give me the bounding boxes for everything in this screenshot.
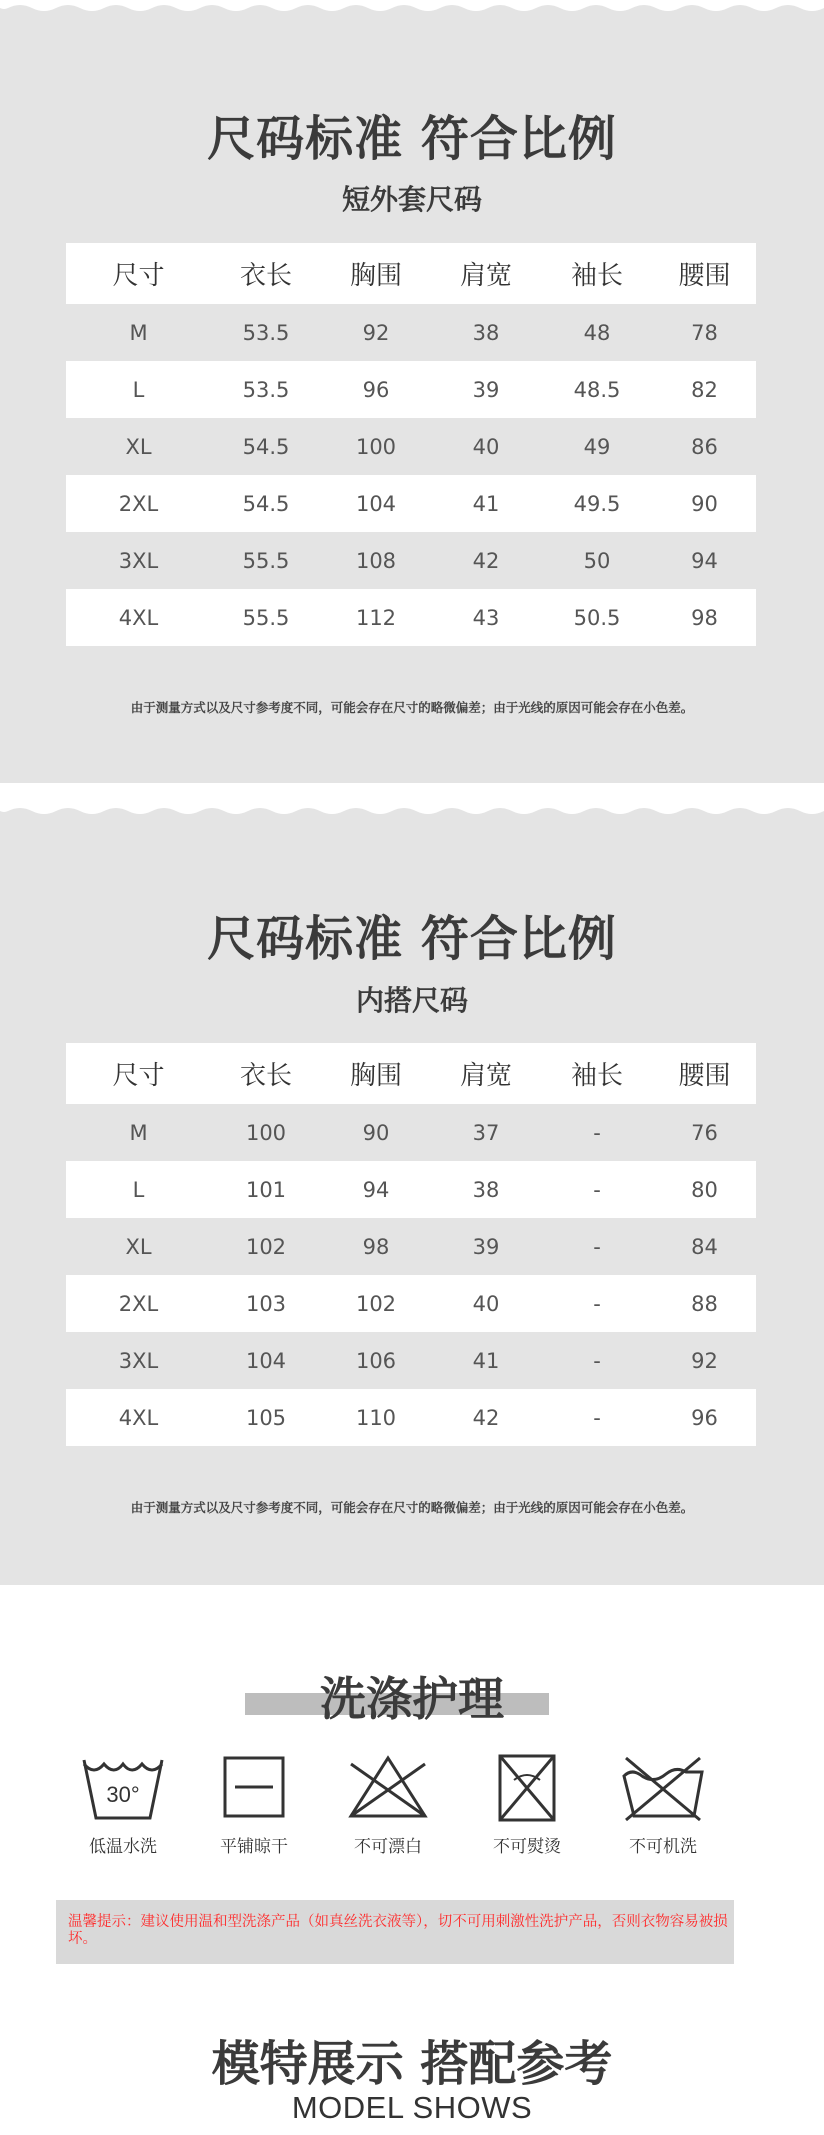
care-label: 不可熨烫 [493,1837,561,1857]
table-row [66,1218,756,1275]
table-cell: M [129,320,148,345]
header-cell: 肩宽 [459,261,512,291]
table-cell: 104 [355,491,397,516]
table-cell: 78 [691,320,718,345]
table-cell: 82 [691,377,718,402]
table-cell: 49.5 [573,491,621,516]
table-cell: 112 [355,605,397,630]
table-cell: 55.5 [242,605,290,630]
section-subtitle: 短外套尺码 [341,183,482,216]
table-cell: 92 [691,1348,718,1373]
table-cell: 3XL [118,1348,159,1373]
table-cell: 106 [355,1348,397,1373]
header-cell: 尺寸 [112,261,165,291]
table-row [66,1275,756,1332]
table-cell: 108 [355,548,397,573]
table-cell: 2XL [118,1291,159,1316]
table-cell: 53.5 [242,320,290,345]
table-cell: L [132,1177,145,1202]
no-bleach-icon [341,1750,435,1828]
care-item-no-machine-wash [598,1750,728,1857]
table-cell: 41 [472,1348,500,1373]
care-label: 低温水洗 [89,1837,157,1857]
table-cell: 4XL [118,1405,159,1430]
table-cell: 102 [245,1234,287,1259]
table-cell: L [132,377,145,402]
table-cell: 94 [362,1177,390,1202]
table-cell: - [593,1177,601,1202]
table-cell: 3XL [118,548,159,573]
header-cell: 胸围 [349,1061,402,1091]
table-row [66,589,756,646]
table-row [66,418,756,475]
wash-30-icon [76,1750,170,1828]
care-item-wash-30 [58,1750,188,1857]
table-cell: 38 [472,1177,500,1202]
table-cell: 38 [472,320,500,345]
header-cell: 袖长 [570,261,623,291]
wash-temperature: 30° [106,1782,140,1807]
table-cell: 103 [245,1291,287,1316]
care-title: 洗涤护理 [320,1672,504,1726]
care-item-no-iron [462,1750,592,1857]
table-cell: 100 [355,434,397,459]
section-title: 尺码标准 符合比例 [207,911,617,967]
no-machine-wash-icon [616,1750,710,1828]
table-cell: 96 [691,1405,718,1430]
dry-flat-icon [207,1750,301,1828]
table-row [66,475,756,532]
size-table [66,243,756,646]
header-cell: 腰围 [678,1061,731,1091]
section-subtitle: 内搭尺码 [355,984,468,1017]
table-cell: 86 [691,434,718,459]
table-row [66,1389,756,1446]
table-cell: 92 [362,320,390,345]
header-cell: 衣长 [239,261,292,291]
table-cell: 90 [691,491,718,516]
table-cell: 90 [362,1120,390,1145]
table-cell: M [129,1120,148,1145]
header-cell: 肩宽 [459,1061,512,1091]
table-cell: - [593,1291,601,1316]
size-table [66,1043,756,1446]
table-cell: 100 [245,1120,287,1145]
table-cell: 110 [355,1405,397,1430]
table-cell: 105 [245,1405,287,1430]
table-cell: 54.5 [242,434,290,459]
measurement-note: 由于测量方式以及尺寸参考度不同，可能会存在尺寸的略微偏差；由于光线的原因可能会存在小色差。 [130,1500,694,1515]
table-cell: 76 [691,1120,718,1145]
table-row [66,1332,756,1389]
table-cell: 41 [472,491,500,516]
table-cell: 40 [472,434,500,459]
table-cell: 55.5 [242,548,290,573]
care-label: 平铺晾干 [220,1837,288,1857]
table-cell: 2XL [118,491,159,516]
wave-divider [0,803,824,825]
table-row [66,304,756,361]
header-cell: 腰围 [678,261,731,291]
table-cell: 88 [691,1291,718,1316]
table-cell: 102 [355,1291,397,1316]
measurement-note: 由于测量方式以及尺寸参考度不同，可能会存在尺寸的略微偏差；由于光线的原因可能会存在小色差。 [130,700,694,715]
model-title: 模特展示 搭配参考 [211,2036,613,2092]
table-cell: 39 [472,1234,500,1259]
table-cell: 48.5 [573,377,621,402]
table-cell: 53.5 [242,377,290,402]
table-cell: 101 [245,1177,287,1202]
table-row [66,1104,756,1161]
header-cell: 衣长 [239,1061,292,1091]
table-row [66,361,756,418]
table-cell: - [593,1348,601,1373]
section-title: 尺码标准 符合比例 [207,111,617,167]
care-item-dry-flat [189,1750,319,1857]
table-cell: 50.5 [573,605,621,630]
table-cell: 37 [472,1120,500,1145]
care-tip-box [56,1900,734,1964]
header-cell: 袖长 [570,1061,623,1091]
table-cell: 49 [583,434,611,459]
table-cell: 94 [691,548,718,573]
table-cell: - [593,1405,601,1430]
care-tip-text: 温馨提示：建议使用温和型洗涤产品（如真丝洗衣液等），切不可用刺激性洗护产品，否则衣物容易被损坏。 [68,1914,728,1947]
table-cell: 42 [472,548,500,573]
size-section-inner [0,803,824,1585]
table-cell: 43 [472,605,500,630]
table-cell: 40 [472,1291,500,1316]
model-subtitle: MODEL SHOWS [291,2090,533,2125]
header-cell: 尺寸 [112,1061,165,1091]
table-header-row [66,243,756,304]
wave-divider [0,0,824,22]
table-cell: - [593,1120,601,1145]
table-cell: 54.5 [242,491,290,516]
care-label: 不可机洗 [629,1837,697,1857]
table-cell: XL [125,434,152,459]
table-cell: 39 [472,377,500,402]
table-cell: 96 [362,377,390,402]
table-row [66,532,756,589]
table-cell: 50 [583,548,611,573]
size-section-jacket [0,0,824,783]
header-cell: 胸围 [349,261,402,291]
table-cell: 80 [691,1177,718,1202]
table-cell: 48 [583,320,611,345]
table-row [66,1161,756,1218]
table-cell: 104 [245,1348,287,1373]
table-cell: - [593,1234,601,1259]
table-cell: 84 [691,1234,718,1259]
table-header-row [66,1043,756,1104]
table-cell: XL [125,1234,152,1259]
table-cell: 98 [362,1234,390,1259]
table-cell: 4XL [118,605,159,630]
table-cell: 98 [691,605,718,630]
care-label: 不可漂白 [354,1837,422,1857]
table-cell: 42 [472,1405,500,1430]
no-iron-icon [480,1750,574,1828]
care-item-no-bleach [323,1750,453,1857]
